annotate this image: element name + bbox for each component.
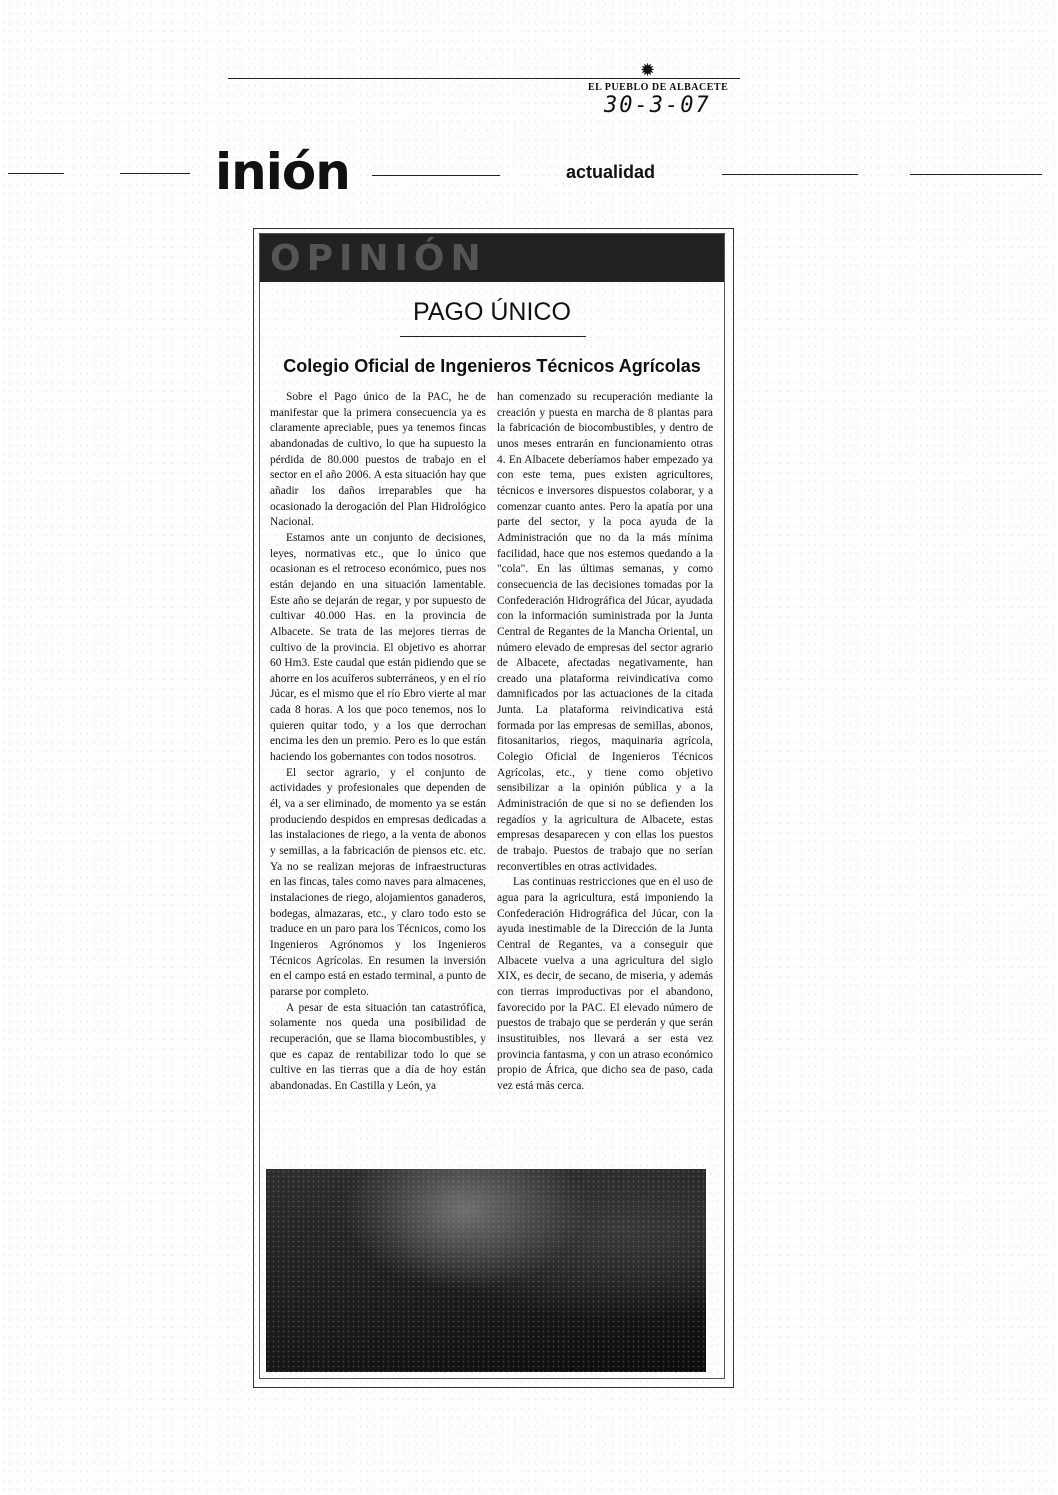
newspaper-name: EL PUEBLO DE ALBACETE	[588, 82, 729, 93]
paragraph: han comenzado su recuperación mediante la creación y puesta en marcha de 8 plantas para la fabricación de biocombustibles, y dentro de unos meses entrarán en funcionamiento otras 4. En Albacete deberíamos haber empezado ya con este tema, pues existen agricultores, técnicos e inversores dispuestos colaborar, y a comenzar cuanto antes. Pero la apatía por una parte del sector, y la poca ayuda de la Administración que no da la más mínima facilidad, hace que nos estemos quedando a la "cola". En las últimas semanas, y como consecuencia de las decisiones tomadas por la Confederación Hidrográfica del Júcar, ayudada con la información suministrada por la Junta Central de Regantes de la Mancha Oriental, un número elevado de empresas del sector agrario de Albacete, afectadas negativamente, han creado una plataforma reivindicativa como damnificados por las actuaciones de la citada Junta. La plataforma reivindicativa está formada por las empresas de semillas, abonos, fitosanitarios, riegos, maquinaria agrícola, Colegio Oficial de Ingenieros Técnicos Agrícolas, etc., y tiene como objetivo sensibilizar a la opinión pública y a la Administración de que si no se defienden los regadíos y la agricultura de Albacete, estas empresas desaparecen y con ellas los puestos de trabajo. Puestos de trabajo que no serían reconvertibles en otras actividades.	[497, 391, 713, 873]
headline-rule	[400, 336, 586, 337]
section-rule-left-1	[8, 173, 64, 174]
section-rule-mid	[372, 175, 500, 176]
article-headline: PAGO ÚNICO	[413, 298, 571, 326]
section-rule-left-2	[120, 173, 190, 174]
paragraph: Sobre el Pago único de la PAC, he de manifestar que la primera consecuencia ya es claramente apreciable, pues ya tenemos fincas abandonadas de cultivo, lo que ha supuesto la pérdida de 80.000 puestos de trabajo en el sector en el año 2006. A esta situación hay que añadir los daños irreparables que ha ocasionado la derogación del Plan Hidrológico Nacional.	[270, 391, 486, 529]
handwritten-date: 30-3-07	[604, 93, 711, 118]
section-rule-right-1	[722, 174, 858, 175]
paragraph: Las continuas restricciones que en el uso de agua para la agricultura, está imponiendo la Confederación Hidrográfica del Júcar, con la ayuda inestimable de la Dirección de la Junta Central de Regantes, va a conseguir que Albacete vuelva a una agricultura del siglo XIX, es decir, de secano, de miseria, y además con tierras improductivas por el abandono, favorecido por la PAC. El elevado número de puestos de trabajo que se perderán y que serán insustituibles, nos llevará a ser esta vez provincia fantasma, y con un atraso económico propio de África, que dicho sea de paso, cada vez está más cerca.	[497, 876, 713, 1092]
article-column-left	[270, 390, 486, 1170]
paragraph: A pesar de esta situación tan catastrófica, solamente nos queda una posibilidad de recuperación, que se llama biocombustibles, y que es capaz de rentabilizar todo lo que se cultive en las tierras que a día de hoy están abandonadas. En Castilla y León, ya	[270, 1001, 486, 1092]
masthead-rule	[228, 78, 740, 79]
article-banner-text: OPINIÓN	[270, 238, 487, 279]
paragraph: Estamos ante un conjunto de decisiones, leyes, normativas etc., que lo único que ocasionan es el retroceso económico, pues nos están dejando en una situación lamentable. Este año se dejarán de regar, y por supuesto de cultivar 40.000 Has. en la provincia de Albacete. Se trata de las mejores tierras de cultivo de la provincia. El objetivo es ahorrar 60 Hm3. Este caudal que están pidiendo que se ahorre en los acuíferos subterráneos, y en el río Júcar, es el mismo que el río Ebro vierte al mar cada 8 horas. A los que poco tenemos, nos lo quieren quitar todo, y a los que derrochan encima les den un premio. Pero es lo que están haciendo los gobernantes con todos nosotros.	[270, 531, 486, 764]
paragraph: El sector agrario, y el conjunto de actividades y profesionales que dependen de él, va a ser eliminado, de momento ya se están produciendo despidos en empresas dedicadas a las instalaciones de riego, a la venta de abonos y semillas, a la fabricación de piensos etc. etc. Ya no se realizan mejoras de infraestructuras en las fincas, tales como naves para almacenes, instalaciones de riego, alojamientos ganaderos, bodegas, almazaras, etc., y claro todo esto se traduce en un paro para los Técnicos, como los Ingenieros Agrónomos y los Ingenieros Técnicos Agrícolas. En resumen la inversión en el campo está en estado terminal, a punto de pararse por completo.	[270, 766, 486, 998]
section-rule-right-2	[910, 174, 1042, 175]
section-title: inión	[215, 143, 350, 201]
subsection-title: actualidad	[566, 162, 656, 182]
article-photo	[266, 1169, 706, 1372]
article-column-right	[497, 390, 713, 1170]
article-author: Colegio Oficial de Ingenieros Técnicos Agrícolas	[283, 356, 701, 376]
sun-logo-icon: ✹	[640, 60, 656, 80]
